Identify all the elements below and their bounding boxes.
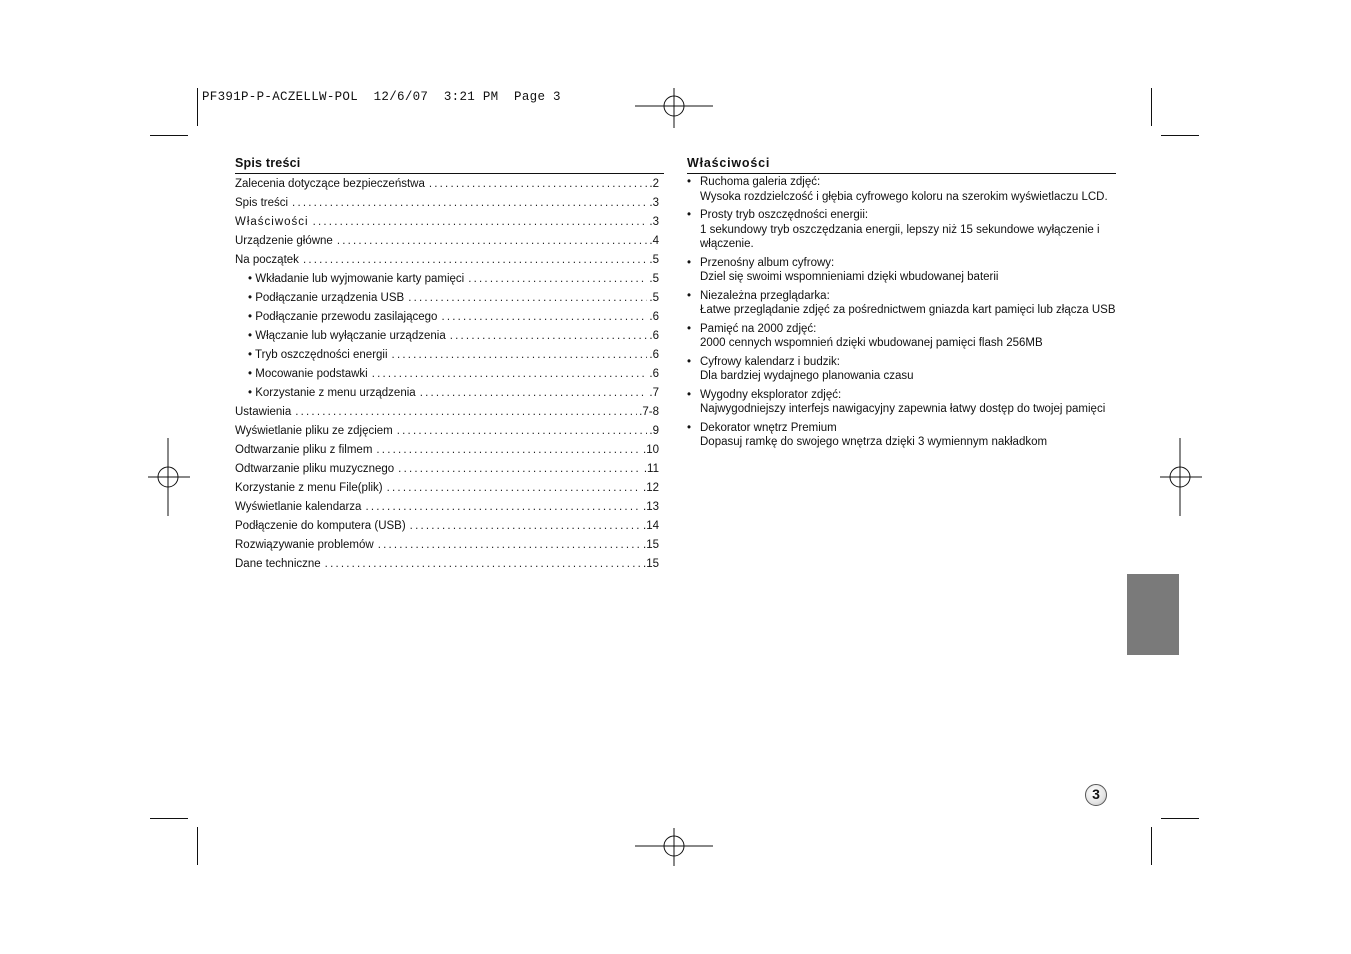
features-section xyxy=(687,156,1116,454)
feature-text: Dopasuj ramkę do swojego wnętrza dzięki 3 wymiennym nakładkom xyxy=(700,436,1048,448)
page-number-badge: 3 xyxy=(1085,784,1107,806)
registration-mark-right xyxy=(1160,438,1202,518)
feature-heading: Wygodny eksplorator zdjęć: xyxy=(700,388,842,401)
feature-item xyxy=(687,322,1116,351)
feature-item xyxy=(687,208,1116,252)
bullet-icon: • xyxy=(687,256,692,269)
toc-entry: Właściwości ..... .3 xyxy=(235,213,659,232)
table-of-contents xyxy=(235,156,664,574)
feature-item xyxy=(687,388,1116,417)
crop-mark xyxy=(1151,827,1152,865)
bullet-icon: • xyxy=(687,176,692,188)
toc-entry: Rozwiązywanie problemów ..... .15 xyxy=(235,536,659,555)
feature-text: Dziel się swoimi wspomnieniami dzięki wbudowanej baterii xyxy=(700,271,999,283)
toc-entry: Wyświetlanie kalendarza ..... .13 xyxy=(235,498,659,517)
feature-text: 1 sekundowy tryb oszczędzania energii, lepszy niż 15 sekundowe wyłączenie i włączenie. xyxy=(700,223,1100,250)
crop-mark xyxy=(1161,135,1199,136)
registration-mark-left xyxy=(148,438,190,518)
registration-mark-top xyxy=(635,88,715,128)
feature-heading: Pamięć na 2000 zdjęć: xyxy=(700,322,817,335)
toc-list xyxy=(235,175,664,574)
bullet-icon: • xyxy=(687,421,692,434)
toc-entry: Dane techniczne ..... .15 xyxy=(235,555,659,574)
toc-entry: Zalecenia dotyczące bezpieczeństwa ..... .2 xyxy=(235,175,659,194)
features-list xyxy=(687,175,1116,450)
print-slug: PF391P-P-ACZELLW-POL 12/6/07 3:21 PM Page 3 xyxy=(202,90,561,104)
feature-item xyxy=(687,421,1116,450)
toc-subentry: • Wkładanie lub wyjmowanie karty pamięci ..... .5 xyxy=(235,270,659,289)
feature-heading: Przenośny album cyfrowy: xyxy=(700,256,835,269)
bullet-icon: • xyxy=(687,289,692,302)
toc-subentry: • Podłączanie urządzenia USB ..... .5 xyxy=(235,289,659,308)
toc-subentry: • Mocowanie podstawki ..... .6 xyxy=(235,365,659,384)
feature-text: Dla bardziej wydajnego planowania czasu xyxy=(700,370,914,382)
toc-entry: Odtwarzanie pliku z filmem ..... .10 xyxy=(235,441,659,460)
toc-entry: Urządzenie główne ..... .4 xyxy=(235,232,659,251)
feature-text: Najwygodniejszy interfejs nawigacyjny zapewnia łatwy dostęp do twojej pamięci xyxy=(700,403,1106,415)
feature-heading: Ruchoma galeria zdjęć: xyxy=(700,176,821,188)
toc-entry: Wyświetlanie pliku ze zdjęciem ..... .9 xyxy=(235,422,659,441)
feature-item xyxy=(687,355,1116,384)
toc-entry: Ustawienia ..... .7-8 xyxy=(235,403,659,422)
bullet-icon: • xyxy=(687,322,692,335)
feature-item xyxy=(687,289,1116,318)
crop-mark xyxy=(1161,818,1199,819)
toc-entry: Spis treści ..... .3 xyxy=(235,194,659,213)
bullet-icon: • xyxy=(687,355,692,368)
registration-mark-bottom xyxy=(635,828,715,868)
section-tab xyxy=(1127,574,1179,655)
toc-entry: Korzystanie z menu File(plik) ..... .12 xyxy=(235,479,659,498)
feature-item xyxy=(687,175,1116,204)
toc-title: Spis treści xyxy=(235,156,664,174)
features-title: Właściwości xyxy=(687,156,1116,174)
toc-subentry: • Tryb oszczędności energii ..... .6 xyxy=(235,346,659,365)
feature-text: Łatwe przeglądanie zdjęć za pośrednictwem gniazda kart pamięci lub złącza USB xyxy=(700,304,1116,316)
feature-text: 2000 cennych wspomnień dzięki wbudowanej pamięci flash 256MB xyxy=(700,337,1043,349)
crop-mark xyxy=(150,818,188,819)
bullet-icon: • xyxy=(687,209,692,221)
toc-subentry: • Korzystanie z menu urządzenia ..... .7 xyxy=(235,384,659,403)
crop-mark xyxy=(197,827,198,865)
feature-heading: Dekorator wnętrz Premium xyxy=(700,421,837,434)
crop-mark xyxy=(150,135,188,136)
feature-heading: Cyfrowy kalendarz i budzik: xyxy=(700,355,840,368)
feature-text: Wysoka rozdzielczość i głębia cyfrowego koloru na szerokim wyświetlaczu LCD. xyxy=(700,190,1108,203)
crop-mark xyxy=(197,88,198,126)
toc-entry: Odtwarzanie pliku muzycznego ..... .11 xyxy=(235,460,659,479)
toc-subentry: • Włączanie lub wyłączanie urządzenia ..... .6 xyxy=(235,327,659,346)
bullet-icon: • xyxy=(687,388,692,401)
feature-heading: Niezależna przeglądarka: xyxy=(700,289,830,302)
toc-entry: Na początek ..... .5 xyxy=(235,251,659,270)
feature-item xyxy=(687,256,1116,285)
feature-heading: Prosty tryb oszczędności energii: xyxy=(700,209,869,221)
crop-mark xyxy=(1151,88,1152,126)
toc-entry: Podłączenie do komputera (USB) ..... .14 xyxy=(235,517,659,536)
toc-subentry: • Podłączanie przewodu zasilającego ..... .6 xyxy=(235,308,659,327)
